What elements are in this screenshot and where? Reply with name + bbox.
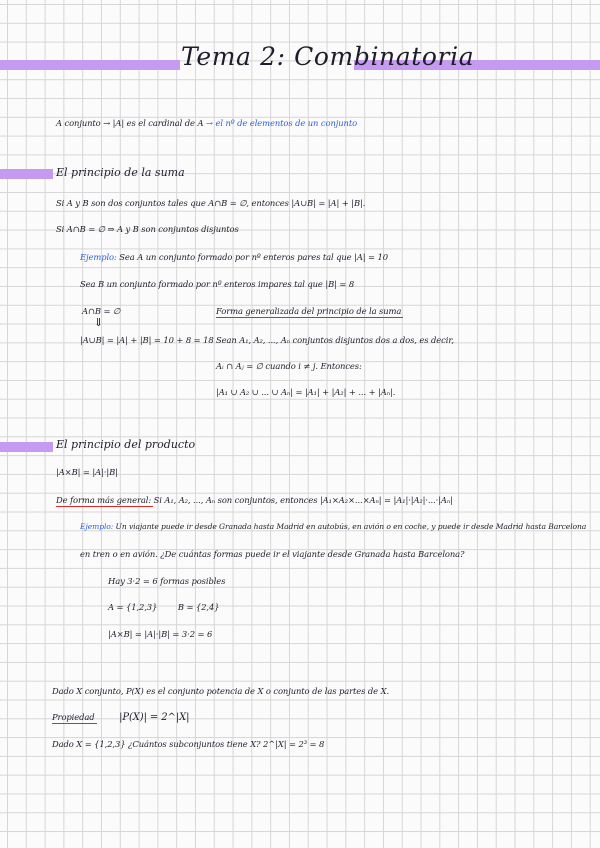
sum-calc-2: |A∪B| = |A| + |B| = 10 + 8 = 18 <box>80 335 214 345</box>
product-band <box>0 442 53 452</box>
sum-line-2: Si A∩B = ∅ ⇒ A y B son conjuntos disjuntos <box>56 224 239 234</box>
product-general-label: De forma más general: <box>56 495 152 505</box>
property-label: Propiedad <box>52 712 95 722</box>
sum-example-2: Sea B un conjunto formado por nº enteros impares tal que |B| = 8 <box>80 279 355 289</box>
sum-heading: El principio de la suma <box>56 166 185 179</box>
sum-example-1 <box>80 252 388 262</box>
product-example-text-1: Un viajante puede ir desde Granada hasta Madrid en autobús, en avión o en coche, y puede ir desde Madrid hasta Barcelona <box>115 522 587 531</box>
product-general-text: Si A₁, A₂, ..., Aₙ son conjuntos, entonces |A₁×A₂×...×Aₙ| = |A₁|·|A₂|·...·|Aₙ| <box>153 495 453 505</box>
product-example-label: Ejemplo: <box>80 522 114 531</box>
product-example-1 <box>80 522 586 531</box>
sum-general-label-text: Forma generalizada del principio de la suma <box>216 306 402 316</box>
set-b: B = {2,4} <box>177 602 220 612</box>
power-example: Dado X = {1,2,3} ¿Cuántos subconjuntos tiene X? 2^|X| = 2³ = 8 <box>52 739 325 749</box>
sum-example-label: Ejemplo: <box>80 252 117 262</box>
implies-down-arrow-icon: ⇓ <box>94 316 104 329</box>
product-result-2 <box>108 602 219 612</box>
product-line-1: |A×B| = |A|·|B| <box>56 467 118 477</box>
set-a: A = {1,2,3} <box>108 602 158 612</box>
property-formula: |P(X)| = 2^|X| <box>119 712 190 723</box>
sum-general-label <box>216 306 401 316</box>
power-property <box>52 712 189 723</box>
product-general <box>56 495 453 505</box>
intro-text: A conjunto → |A| es el cardinal de A <box>56 118 204 128</box>
product-result-3: |A×B| = |A|·|B| = 3·2 = 6 <box>108 629 213 639</box>
sum-general-3: |A₁ ∪ A₂ ∪ ... ∪ Aₙ| = |A₁| + |A₂| + ... + |Aₙ|. <box>216 387 396 397</box>
intro-line <box>56 118 357 128</box>
sum-calc-1: A∩B = ∅ <box>82 306 121 316</box>
power-line-1: Dado X conjunto, P(X) es el conjunto potencia de X o conjunto de las partes de X. <box>52 686 390 696</box>
sum-band <box>0 169 53 179</box>
intro-note: → el nº de elementos de un conjunto <box>205 118 358 128</box>
sum-line-1: Si A y B son dos conjuntos tales que A∩B = ∅, entonces |A∪B| = |A| + |B|. <box>56 198 366 208</box>
product-heading: El principio del producto <box>56 438 196 451</box>
sum-example-text-1: Sea A un conjunto formado por nº enteros pares tal que |A| = 10 <box>119 252 388 262</box>
product-example-2: en tren o en avión. ¿De cuántas formas puede ir el viajante desde Granada hasta Barcelona? <box>80 549 465 559</box>
page-title: Tema 2: Combinatoria <box>181 42 475 71</box>
sum-general-1: Sean A₁, A₂, ..., Aₙ conjuntos disjuntos dos a dos, es decir, <box>216 335 454 345</box>
title-band-left <box>0 60 180 70</box>
product-result-1: Hay 3·2 = 6 formas posibles <box>108 576 226 586</box>
sum-general-2: Aᵢ ∩ Aⱼ = ∅ cuando i ≠ j. Entonces: <box>216 361 362 371</box>
